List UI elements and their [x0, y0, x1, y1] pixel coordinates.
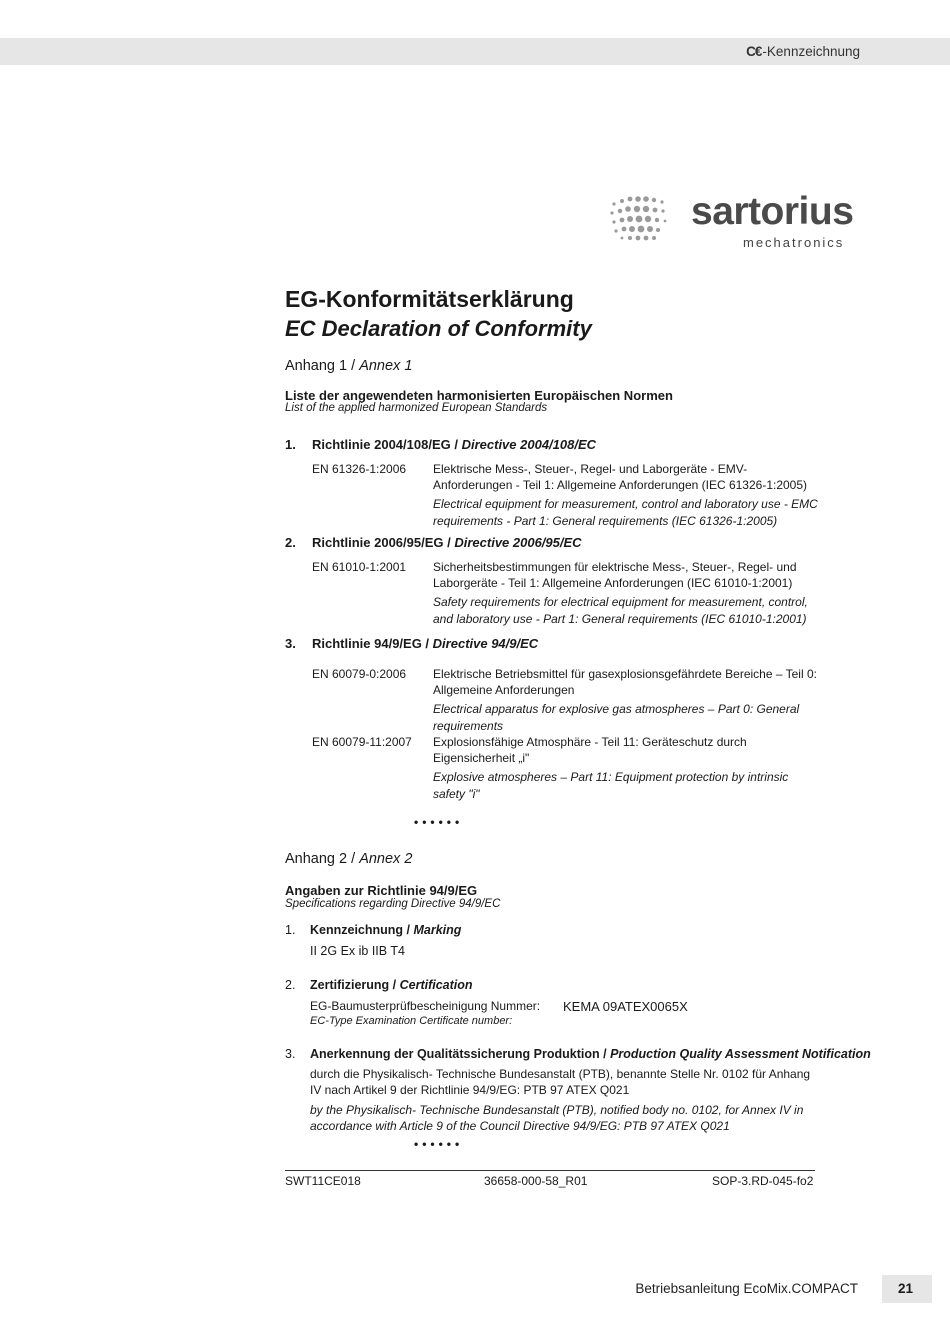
section-separator: •••••• [414, 815, 464, 829]
item-number: 2. [285, 978, 296, 992]
directive-number: 1. [285, 437, 296, 452]
directive-number: 3. [285, 636, 296, 651]
annex2-heading [285, 851, 412, 867]
standard-description-de: Explosionsfähige Atmosphäre - Teil 11: Geräteschutz durch Eigensicherheit „i" [433, 735, 747, 766]
item-title-en: Production Quality Assessment Notification [610, 1047, 871, 1061]
annex1-heading-en: Annex 1 [359, 358, 413, 374]
item-title-de: Anerkennung der Qualitätssicherung Produktion / [310, 1047, 607, 1061]
directive-title [312, 636, 538, 651]
doc-id-center: 36658-000-58_R01 [484, 1174, 588, 1188]
annex1-subheading-de: Liste der angewendeten harmonisierten Europäischen Normen [285, 388, 673, 403]
standard-description-de: Elektrische Betriebsmittel für gasexplosionsgefährdete Bereiche – Teil 0: Allgemeine Anforderungen [433, 667, 817, 698]
standard-description [433, 734, 823, 802]
qa-body [310, 1066, 820, 1134]
annex2-subheading-en: Specifications regarding Directive 94/9/EC [285, 898, 501, 910]
item-title-en: Marking [413, 923, 462, 937]
annex2-subheading [285, 883, 500, 910]
directive-title [312, 437, 596, 452]
standard-description [433, 666, 823, 734]
page-title-en: EC Declaration of Conformity [285, 316, 592, 341]
annex1-subheading-en: List of the applied harmonized European Standards [285, 402, 548, 414]
standard-description-de: Elektrische Mess-, Steuer-, Regel- und Laborgeräte - EMV-Anforderungen - Teil 1: Allgemeine Anforderungen (IEC 61326-1:2005) [433, 462, 808, 493]
directive-title-en: Directive 2006/95/EC [454, 535, 582, 550]
section-label-text: -Kennzeichnung [762, 44, 860, 59]
qa-body-de: durch die Physikalisch- Technische Bundesanstalt (PTB), benannte Stelle Nr. 0102 für Anhang IV nach Artikel 9 der Richtlinie 94/9/EG: PTB 97 ATEX Q021 [310, 1067, 811, 1097]
standard-code: EN 60079-0:2006 [312, 667, 407, 681]
footer-rule [285, 1170, 815, 1171]
annex2-subheading-de: Angaben zur Richtlinie 94/9/EG [285, 883, 478, 898]
section-separator: •••••• [414, 1137, 464, 1151]
directive-title-de: Richtlinie 2006/95/EG / [312, 535, 451, 550]
annex2-heading-de: Anhang 2 / [285, 851, 356, 867]
standard-description-en: Electrical apparatus for explosive gas atmospheres – Part 0: General requirements [433, 702, 800, 733]
annex1-heading-de: Anhang 1 / [285, 358, 356, 374]
standard-description [433, 559, 823, 627]
item-title-de: Kennzeichnung / [310, 923, 410, 937]
doc-id-left: SWT11CE018 [285, 1174, 361, 1188]
page-title: EG-Konformitätserklärung [285, 286, 574, 312]
standard-description-en: Electrical equipment for measurement, control and laboratory use - EMC requirements - Part 1: General requirements (IEC 61326-1:2005) [433, 497, 818, 528]
certificate-number: KEMA 09ATEX0065X [563, 999, 688, 1014]
directive-title-de: Richtlinie 94/9/EG / [312, 636, 430, 651]
directive-title [312, 535, 582, 550]
qa-body-en: by the Physikalisch- Technische Bundesanstalt (PTB), notified body no. 0102, for Annex IV in accordance with Article 9 of the Council Directive 94/9/EG: PTB 97 ATEX Q021 [310, 1103, 804, 1133]
item-title-de: Zertifizierung / [310, 978, 397, 992]
directive-title-en: Directive 2004/108/EC [461, 437, 597, 452]
ce-mark: C€ [746, 44, 762, 59]
directive-number: 2. [285, 535, 296, 550]
standard-code: EN 61010-1:2001 [312, 560, 407, 574]
item-title [310, 923, 461, 937]
manual-title: Betriebsanleitung EcoMix.COMPACT [635, 1281, 858, 1296]
certificate-label-de: EG-Baumusterprüfbescheinigung Nummer: [310, 999, 541, 1013]
directive-title-en: Directive 94/9/EC [432, 636, 539, 651]
item-title [310, 1047, 871, 1061]
certificate-label-en: EC-Type Examination Certificate number: [310, 1015, 513, 1027]
section-label [746, 44, 860, 59]
item-number: 1. [285, 923, 296, 937]
logo-subline: mechatronics [743, 235, 845, 250]
item-number: 3. [285, 1047, 296, 1061]
doc-id-right: SOP-3.RD-045-fo2 [712, 1174, 814, 1188]
directive-title-de: Richtlinie 2004/108/EG / [312, 437, 458, 452]
standard-description [433, 461, 823, 529]
marking-value: II 2G Ex ib IIB T4 [310, 944, 405, 958]
sartorius-logo-icon [608, 195, 670, 241]
annex1-heading [285, 358, 412, 374]
annex1-subheading [285, 388, 673, 414]
standard-description-en: Explosive atmospheres – Part 11: Equipment protection by intrinsic safety "i" [433, 770, 789, 801]
standard-code: EN 61326-1:2006 [312, 462, 407, 476]
item-title [310, 978, 473, 992]
page-number: 21 [898, 1281, 914, 1296]
standard-code: EN 60079-11:2007 [312, 735, 412, 749]
logo-wordmark: sartorius [691, 190, 854, 233]
standard-description-de: Sicherheitsbestimmungen für elektrische Mess-, Steuer-, Regel- und Laborgeräte - Teil 1: Allgemeine Anforderungen (IEC 61010-1:2001) [433, 560, 797, 591]
standard-description-en: Safety requirements for electrical equipment for measurement, control, and laboratory use - Part 1: General requirements (IEC 61010-1:2001) [433, 595, 808, 626]
annex2-heading-en: Annex 2 [359, 851, 413, 867]
item-title-en: Certification [399, 978, 473, 992]
